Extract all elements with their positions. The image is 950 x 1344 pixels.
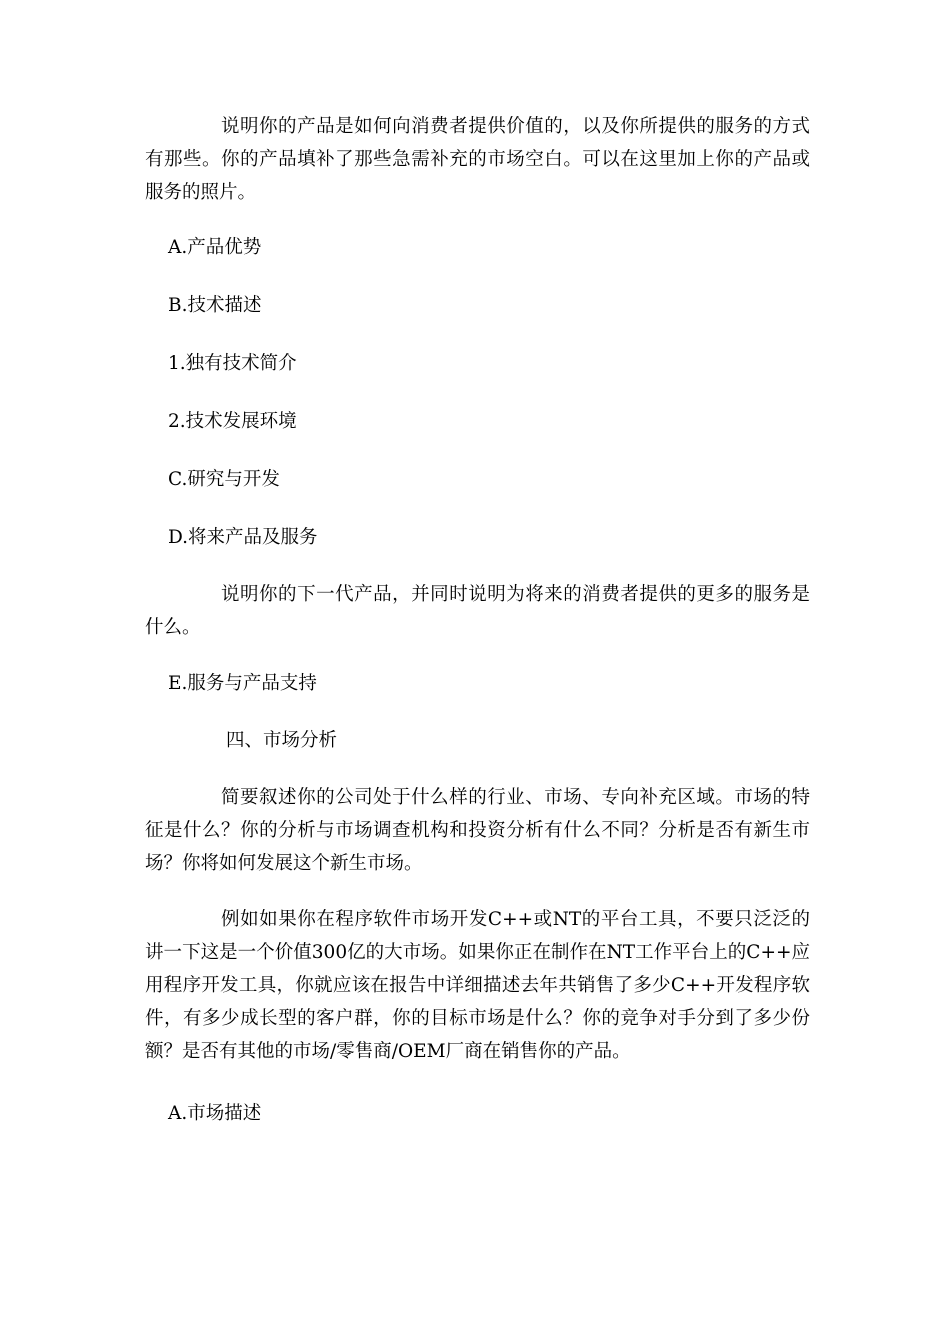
example-paragraph: 例如如果你在程序软件市场开发C++或NT的平台工具，不要只泛泛的讲一下这是一个价值300亿的大市场。如果你正在制作在NT工作平台上的C++应用程序开发工具，你就应该在报告中详细描述去年共销售了多少C++开发程序软件，有多少成长型的客户群，你的目标市场是什么？你的竞争对手分到了多少份额？是否有其他的市场/零售商/OEM厂商在销售你的产品。 <box>145 909 810 1062</box>
section-heading-market-analysis: 四、市场分析 <box>226 730 338 751</box>
item-tech-environment: 2.技术发展环境 <box>168 411 297 432</box>
item-unique-tech-intro: 1.独有技术简介 <box>168 353 297 374</box>
next-gen-paragraph: 说明你的下一代产品，并同时说明为将来的消费者提供的更多的服务是什么。 <box>145 584 810 638</box>
product-intro-paragraph: 说明你的产品是如何向消费者提供价值的，以及你所提供的服务的方式有那些。你的产品填补了那些急需补充的市场空白。可以在这里加上你的产品或服务的照片。 <box>145 116 810 203</box>
item-product-advantage: A.产品优势 <box>168 237 262 258</box>
market-brief-paragraph: 简要叙述你的公司处于什么样的行业、市场、专向补充区域。市场的特征是什么？你的分析与市场调查机构和投资分析有什么不同？分析是否有新生市场？你将如何发展这个新生市场。 <box>145 787 810 874</box>
item-tech-description: B.技术描述 <box>168 295 262 316</box>
item-service-support: E.服务与产品支持 <box>168 673 317 694</box>
item-market-description: A.市场描述 <box>168 1103 262 1124</box>
item-research-development: C.研究与开发 <box>168 469 280 490</box>
item-future-products: D.将来产品及服务 <box>168 527 318 548</box>
